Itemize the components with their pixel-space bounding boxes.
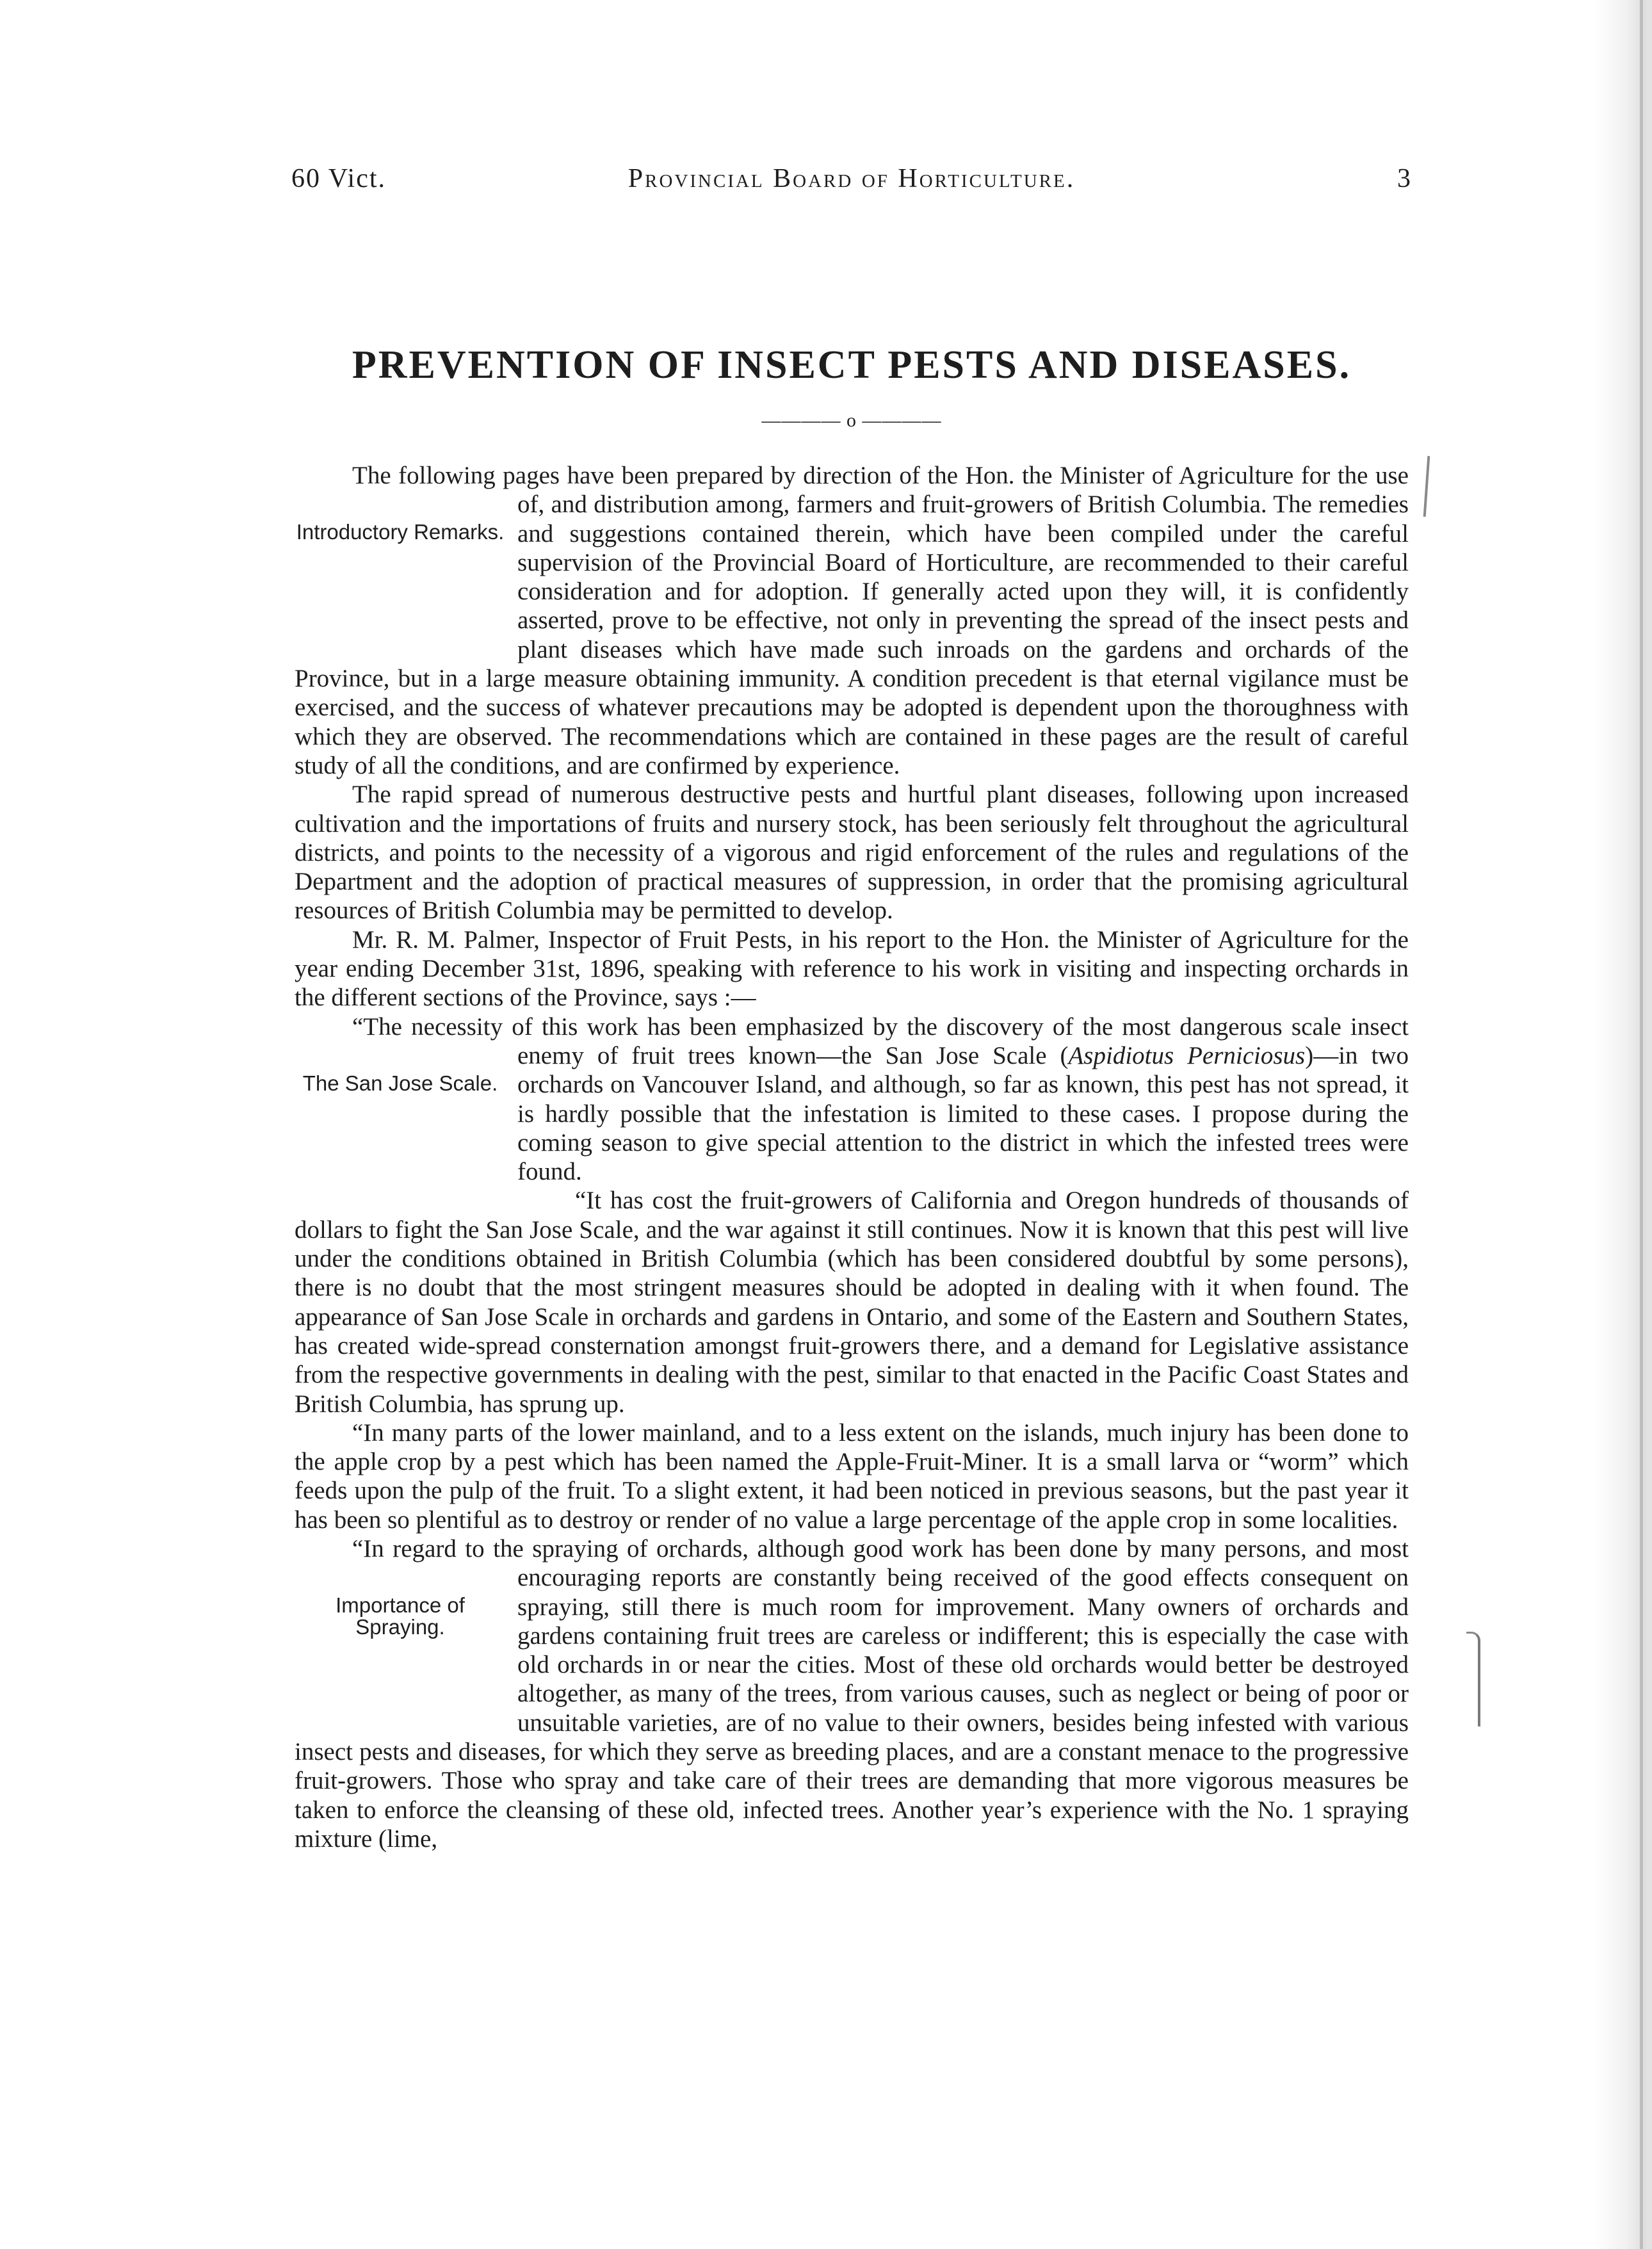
page-edge-line — [1640, 0, 1643, 2249]
paragraph-3: Mr. R. M. Palmer, Inspector of Fruit Pests, in his report to the Hon. the Minister of Agriculture for the year ending December 31st, 1896, speaking with reference to his work in visiting and inspecting orchards in the different sections of the Province, says :— — [295, 925, 1409, 1012]
margin-note-san-jose-text: The San Jose Scale. — [302, 1071, 498, 1095]
paragraph-2: The rapid spread of numerous destructive pests and hurtful plant diseases, following upon increased cultivation and the importations of fruits and nursery stock, has been seriously felt throughout the agricultural districts, and points to the necessity of a vigorous and rigid enforcement of the rules and regulations of the Department and the adoption of practical measures of suppression, in order that the promising agricultural resources of British Columbia may be permitted to develop. — [295, 781, 1409, 925]
layout-spacer — [294, 1534, 295, 1592]
species-name: Aspidiotus Perniciosus — [1068, 1041, 1306, 1069]
title-ornament: ———— o ———— — [761, 410, 942, 431]
paragraph-5: “It has cost the fruit-growers of California and Oregon hundreds of thousands of dollars to fight the San Jose Scale, and the war against it still continues. Now it is known that this pest will live under the conditions obtained in British Columbia (which has been considered doubtful by some persons), there is no doubt that the most stringent measures should be adopted in dealing with it when found. The appearance of San Jose Scale in orchards and gardens in Ontario, and some of the Eastern and Southern States, has created wide-spread consternation amongst fruit-growers there, and a demand for Legislative assistance from the respective governments in dealing with the pest, similar to that enacted in the Pacific Coast States and British Columbia, has sprung up. — [295, 1187, 1409, 1418]
margin-note-san-jose — [295, 1073, 506, 1188]
running-head — [291, 163, 1412, 202]
running-head-regnal-year: 60 Vict. — [291, 164, 387, 193]
page-number: 3 — [1397, 164, 1412, 193]
paragraph-6: “In many parts of the lower mainland, and to a less extent on the islands, much injury has been done to the apple crop by a pest which has been named the Apple-Fruit-Miner. It is a small larva or “worm” which feeds upon the pulp of the fruit. To a slight extent, it had been noticed in previous seasons, but the past year it has been so plentiful as to destroy or render of no value a large percentage of the apple crop in some localities. — [295, 1418, 1409, 1534]
page-title: PREVENTION OF INSECT PESTS AND DISEASES. — [352, 343, 1352, 387]
margin-note-introductory — [295, 521, 506, 637]
pencil-mark — [1423, 456, 1430, 517]
pencil-bracket-mark — [1466, 1632, 1480, 1726]
paragraph-7: “In regard to the spraying of orchards, although good work has been done by many persons, and most encouraging reports are constantly being received of the good effects consequent on spraying, still there is much room for improvement. Many owners of orchards and gardens containing fruit trees are careless or indifferent; this is especially the case with old orchards in or near the cities. Most of these old orchards would better be destroyed altogether, as many of the trees, from various causes, such as neglect or being of poor or unsuitable varieties, are of no value to their owners, besides being infested with various insect pests and diseases, for which they serve as breeding places, and are a constant menace to the progressive fruit-growers. Those who spray and take care of their trees are demanding that more vigorous measures be taken to enforce the cleansing of these old, infected trees. Another year’s experience with the No. 1 spraying mixture (lime, — [295, 1534, 1409, 1853]
paragraph-4-part-a: “The necessity of this work has been emphasized by the discovery of the most dangerous scale insect enemy of fruit trees known—the San Jose Scale ( — [352, 1012, 1409, 1069]
body-text — [295, 461, 1409, 1853]
page-edge-outer — [1646, 0, 1652, 2249]
paragraph-4-part-b: )—in two orchards on Vancouver Island, and although, so far as known, this pest has not spread, it is hardly possible that the infestation is limited to these cases. I propose during the coming season to give special attention to the district in which the infested trees were found. — [517, 1041, 1409, 1186]
running-head-title: Provincial Board of Horticulture. — [628, 164, 1076, 193]
margin-note-spraying-text: Importance of Spraying. — [336, 1593, 465, 1639]
layout-spacer — [294, 1012, 295, 1070]
layout-spacer — [294, 461, 295, 519]
page-edge-shadow — [1594, 0, 1652, 2249]
margin-note-introductory-text: Introductory Remarks. — [296, 520, 505, 544]
paragraph-1: The following pages have been prepared by direction of the Hon. the Minister of Agriculture for the use of, and distribution among, farmers and fruit-growers of British Columbia. The remedies and suggestions contained therein, which have been compiled under the careful supervision of the Provincial Board of Horticulture, are recommended to their careful consideration and for adoption. If generally acted upon they will, it is confidently asserted, prove to be effective, not only in preventing the spread of the insect pests and plant diseases which have made such inroads on the gardens and orchards of the Province, but in a large measure obtaining immunity. A condition precedent is that eternal vigilance must be exercised, and the success of whatever precautions may be adopted is dependent upon the thoroughness with which they are observed. The recommendations which are contained in these pages are the result of careful study of all the conditions, and are confirmed by experience. — [295, 462, 1409, 779]
margin-note-spraying — [295, 1595, 506, 1710]
